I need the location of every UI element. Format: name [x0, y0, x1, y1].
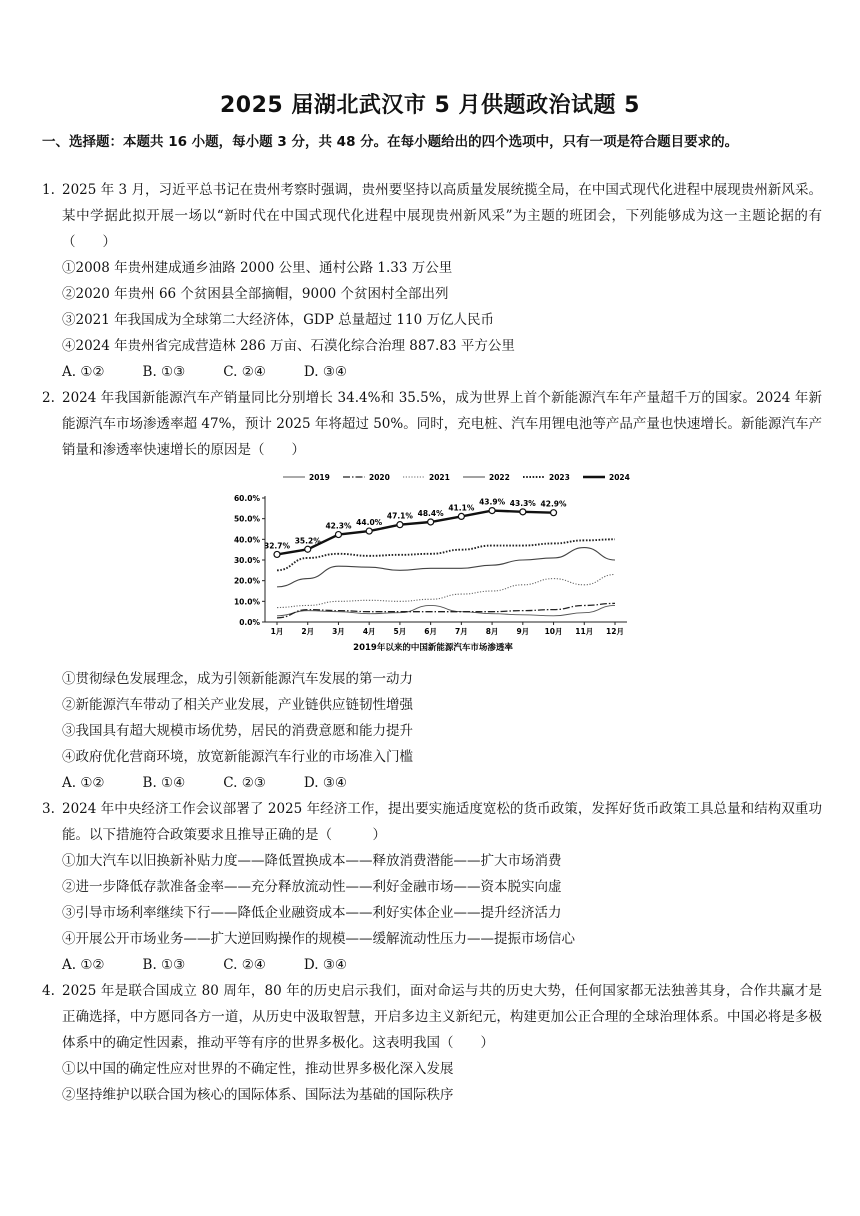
- data-point: [366, 528, 372, 534]
- statement-item: ②进一步降低存款准备金率——充分释放流动性——利好金融市场——资本脱实向虚: [62, 879, 562, 895]
- data-point: [428, 519, 434, 525]
- data-label: 44.0%: [356, 518, 383, 528]
- legend-label: 2021: [429, 473, 450, 482]
- series-line-2020: [277, 603, 615, 617]
- statement-item: ②坚持维护以联合国为核心的国际体系、国际法为基础的国际秩序: [62, 1087, 454, 1103]
- chart-title: 2019年以来的中国新能源汽车市场渗透率: [353, 643, 513, 653]
- option-b[interactable]: B. ①③: [142, 364, 186, 380]
- x-tick-label: 10月: [544, 627, 563, 636]
- data-point: [335, 532, 341, 538]
- option-b[interactable]: B. ①④: [142, 775, 186, 791]
- x-tick-label: 3月: [332, 627, 345, 636]
- x-tick-label: 7月: [455, 627, 468, 636]
- answer-options: [62, 359, 385, 385]
- x-tick-label: 12月: [606, 627, 624, 636]
- answer-options: [62, 770, 385, 796]
- chart-svg: [225, 468, 637, 658]
- y-tick-label: 0.0%: [239, 618, 260, 627]
- option-d[interactable]: D. ③④: [303, 775, 348, 791]
- question-number: 3.: [42, 801, 55, 817]
- option-d[interactable]: D. ③④: [303, 957, 348, 973]
- question-number: 1.: [42, 182, 55, 198]
- series-line-2021: [277, 574, 615, 607]
- statement-item: ④开展公开市场业务——扩大逆回购操作的规模——缓解流动性压力——提振市场信心: [62, 931, 575, 947]
- chart-legend: [283, 473, 630, 482]
- statement-item: ③我国具有超大规模市场优势，居民的消费意愿和能力提升: [62, 723, 413, 739]
- legend-label: 2024: [609, 473, 630, 482]
- x-tick-label: 2月: [301, 627, 315, 636]
- y-tick-label: 10.0%: [233, 597, 260, 607]
- data-label: 43.9%: [479, 497, 506, 507]
- question-stem: 2025 年 3 月，习近平总书记在贵州考察时强调，贵州要坚持以高质量发展统揽全局，在中国式现代化进程中展现贵州新风采。某中学据此拟开展一场以“新时代在中国式现代化进程中展现贵州新风采”为主题的班团会，下列能够成为这一主题论据的有（ ）: [62, 182, 822, 250]
- data-label: 42.3%: [325, 521, 352, 531]
- option-b[interactable]: B. ①③: [142, 957, 186, 973]
- data-label: 35.2%: [294, 536, 321, 546]
- data-label: 48.4%: [417, 508, 444, 518]
- chart-lines: [264, 498, 615, 618]
- x-tick-label: 11月: [575, 627, 594, 636]
- option-d[interactable]: D. ③④: [303, 364, 348, 380]
- statement-item: ②新能源汽车带动了相关产业发展，产业链供应链韧性增强: [62, 697, 413, 713]
- data-point: [397, 522, 403, 528]
- option-a[interactable]: A. ①②: [62, 957, 105, 973]
- line-chart: [225, 468, 637, 658]
- question-number: 2.: [42, 390, 55, 406]
- data-label: 32.7%: [263, 541, 291, 551]
- statement-item: ③2021 年我国成为全球第二大经济体，GDP 总量超过 110 万亿人民币: [62, 312, 494, 328]
- statement-item: ④政府优化营商环境，放宽新能源汽车行业的市场准入门槛: [62, 749, 413, 765]
- y-tick-label: 60.0%: [233, 494, 260, 503]
- data-point: [520, 509, 526, 515]
- option-c[interactable]: C. ②④: [223, 957, 266, 973]
- y-tick-label: 50.0%: [233, 514, 260, 524]
- statement-item: ①贯彻绿色发展理念，成为引领新能源汽车发展的第一动力: [62, 671, 413, 687]
- y-tick-label: 40.0%: [233, 535, 260, 545]
- question-stem: 2024 年中央经济工作会议部署了 2025 年经济工作，提出要实施适度宽松的货币政策，发挥好货币政策工具总量和结构双重功能。以下措施符合政策要求且推导正确的是（ ）: [62, 801, 822, 843]
- x-tick-label: 6月: [424, 627, 437, 636]
- question-stem: 2025 年是联合国成立 80 周年，80 年的历史启示我们，面对命运与共的历史大势，任何国家都无法独善其身，合作共赢才是正确选择，中方愿同各方一道，从历史中汲取智慧，开启多边主义新纪元，构建更加公正合理的全球治理体系。中国必将是多极体系中的确定性因素，推动平等有序的世界多极化。这表明我国（ ）: [62, 983, 822, 1051]
- page-title: 2025 届湖北武汉市 5 月供题政治试题 5: [220, 93, 640, 118]
- legend-label: 2022: [489, 473, 510, 482]
- statement-item: ③引导市场利率继续下行——降低企业融资成本——利好实体企业——提升经济活力: [62, 905, 562, 921]
- question-number: 4.: [42, 983, 55, 999]
- option-a[interactable]: A. ①②: [62, 364, 105, 380]
- statement-item: ①加大汽车以旧换新补贴力度——降低置换成本——释放消费潜能——扩大市场消费: [62, 853, 562, 869]
- data-label: 42.9%: [540, 499, 567, 509]
- data-point: [458, 513, 464, 519]
- y-tick-label: 30.0%: [233, 556, 260, 565]
- x-tick-label: 4月: [362, 627, 376, 636]
- data-label: 43.3%: [509, 498, 536, 508]
- option-c[interactable]: C. ②③: [223, 775, 266, 791]
- statement-item: ④2024 年贵州省完成营造林 286 万亩、石漠化综合治理 887.83 平方公里: [62, 338, 515, 354]
- option-a[interactable]: A. ①②: [62, 775, 105, 791]
- statement-item: ①2008 年贵州建成通乡油路 2000 公里、通村公路 1.33 万公里: [62, 260, 453, 276]
- data-label: 47.1%: [386, 511, 413, 521]
- x-tick-label: 5月: [393, 627, 407, 636]
- x-tick-label: 8月: [485, 627, 499, 636]
- statement-item: ①以中国的确定性应对世界的不确定性，推动世界多极化深入发展: [62, 1061, 454, 1077]
- data-point: [274, 551, 280, 557]
- legend-label: 2023: [549, 473, 570, 482]
- legend-label: 2020: [369, 473, 390, 482]
- x-tick-label: 9月: [516, 627, 530, 636]
- question-stem: 2024 年我国新能源汽车产销量同比分别增长 34.4%和 35.5%，成为世界上首个新能源汽车年产量超千万的国家。2024 年新能源汽车市场渗透率超 47%，预计 2025 年将超过 50%。同时，充电桩、汽车用锂电池等产品产量也快速增长。新能源汽车产销量和渗透率快速增长的原因是（ ）: [62, 390, 822, 458]
- option-c[interactable]: C. ②④: [223, 364, 266, 380]
- legend-label: 2019: [309, 473, 330, 482]
- y-tick-label: 20.0%: [233, 576, 260, 586]
- x-tick-label: 1月: [270, 627, 284, 636]
- answer-options: [62, 952, 385, 978]
- section-header: 一、选择题：本题共 16 小题，每小题 3 分，共 48 分。在每小题给出的四个选项中，只有一项是符合题目要求的。: [42, 134, 739, 150]
- data-label: 41.1%: [448, 503, 475, 513]
- series-line-2022: [277, 548, 615, 587]
- data-point: [489, 508, 495, 514]
- statement-item: ②2020 年贵州 66 个贫困县全部摘帽，9000 个贫困村全部出列: [62, 286, 449, 302]
- data-point: [305, 546, 311, 552]
- data-point: [551, 510, 557, 516]
